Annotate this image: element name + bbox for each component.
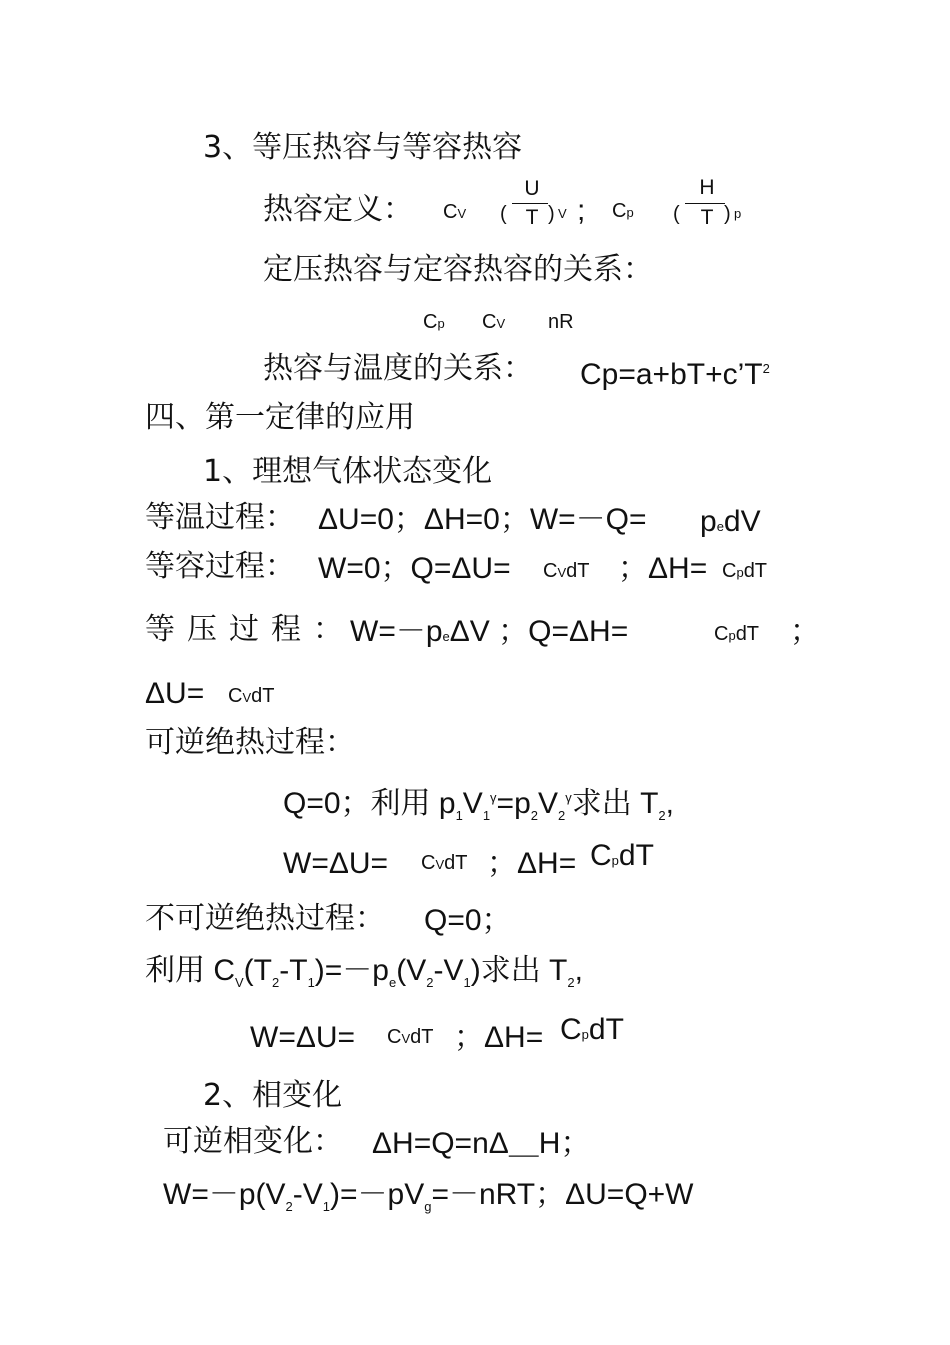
subscript-v: V	[558, 206, 567, 221]
relation-cp: Cp	[423, 311, 445, 333]
irreversible-adiabatic-cp-term: CpdT	[560, 1013, 624, 1046]
subscript-p: p	[734, 206, 742, 221]
subsection-1-title: 1、理想气体状态变化	[203, 454, 493, 489]
relation-label: 定压热容与定容热容的关系：	[263, 252, 653, 287]
fraction-numerator-h: H	[699, 176, 715, 199]
reversible-adiabatic-label: 可逆绝热过程：	[145, 725, 355, 760]
irreversible-adiabatic-label: 不可逆绝热过程：	[145, 901, 385, 936]
reversible-adiabatic-cp-term: CpdT	[590, 839, 654, 872]
isochoric-label: 等容过程：	[145, 549, 295, 584]
definition-semicolon: ;	[577, 194, 586, 227]
fraction-bar-2	[685, 203, 725, 204]
isochoric-dh: ；ΔH=	[618, 552, 708, 585]
isochoric-equation: W=0；Q=ΔU=	[318, 552, 511, 585]
isothermal-label: 等温过程：	[145, 500, 295, 535]
irreversible-adiabatic-q: Q=0；	[424, 904, 512, 937]
isothermal-work-term: pedV	[700, 505, 761, 538]
cp-symbol: Cp	[612, 200, 634, 222]
isochoric-cv-term: CVdT	[543, 560, 590, 582]
relation-nr: nR	[548, 311, 574, 333]
relation-cv: CV	[482, 311, 506, 333]
isobaric-label: 等压过程：	[145, 612, 355, 647]
temperature-relation-label: 热容与温度的关系：	[263, 351, 533, 386]
left-paren: (	[500, 203, 507, 225]
isobaric-equation: W=－peΔV ；Q=ΔH=	[350, 615, 629, 648]
isobaric-cp-term: CpdT	[714, 623, 760, 645]
isobaric-cv-term: CVdT	[228, 685, 275, 707]
reversible-adiabatic-dh: ；ΔH=	[487, 847, 577, 880]
irreversible-adiabatic-line-1: 利用 $C_V(T_2-T_1)=-p_e(V_2-V_1)$求出 $T_2$,	[145, 954, 583, 990]
fraction-numerator-u: U	[524, 177, 540, 200]
phase-change-work-equation: $W=-p(V_2-V_1)=-pV_g=-nRT$；ΔU=Q+W	[163, 1178, 694, 1214]
reversible-adiabatic-line-1: Q=0；利用 $p_1V_1^\gamma=p_2V_2^\gamma$求出 $T_2$,	[283, 787, 674, 823]
isobaric-delta-u: ΔU=	[145, 677, 205, 710]
subsection-2-title: 2、相变化	[203, 1078, 343, 1113]
reversible-phase-change-label: 可逆相变化：	[163, 1124, 343, 1159]
fraction-denominator-t: T	[525, 206, 539, 229]
isothermal-equation: ΔU=0；ΔH=0；W=－Q=	[318, 503, 647, 536]
right-paren: )	[548, 203, 555, 225]
heat-capacity-definition-label: 热容定义：	[263, 192, 413, 227]
irreversible-adiabatic-dh: ；ΔH=	[454, 1021, 544, 1054]
reversible-phase-change-equation: ΔH=Q=nΔ＿H；	[372, 1127, 591, 1160]
fraction-bar	[512, 203, 548, 204]
left-paren-2: (	[673, 203, 680, 225]
temperature-formula: $Cp=a+bT+c’T^2$	[580, 358, 770, 391]
reversible-adiabatic-work: W=ΔU=	[283, 847, 389, 880]
cv-symbol: CV	[443, 201, 467, 223]
right-paren-2: )	[724, 203, 731, 225]
isochoric-cp-term: CpdT	[722, 560, 768, 582]
isobaric-semicolon: ；	[790, 615, 820, 648]
section-3-title: 3、等压热容与等容热容	[203, 130, 523, 165]
irreversible-adiabatic-work: W=ΔU=	[250, 1021, 356, 1054]
irreversible-adiabatic-cv-term: CVdT	[387, 1026, 434, 1048]
fraction-denominator-t-2: T	[700, 206, 714, 229]
section-4-title: 四、第一定律的应用	[145, 400, 415, 435]
reversible-adiabatic-cv-term: CVdT	[421, 852, 468, 874]
